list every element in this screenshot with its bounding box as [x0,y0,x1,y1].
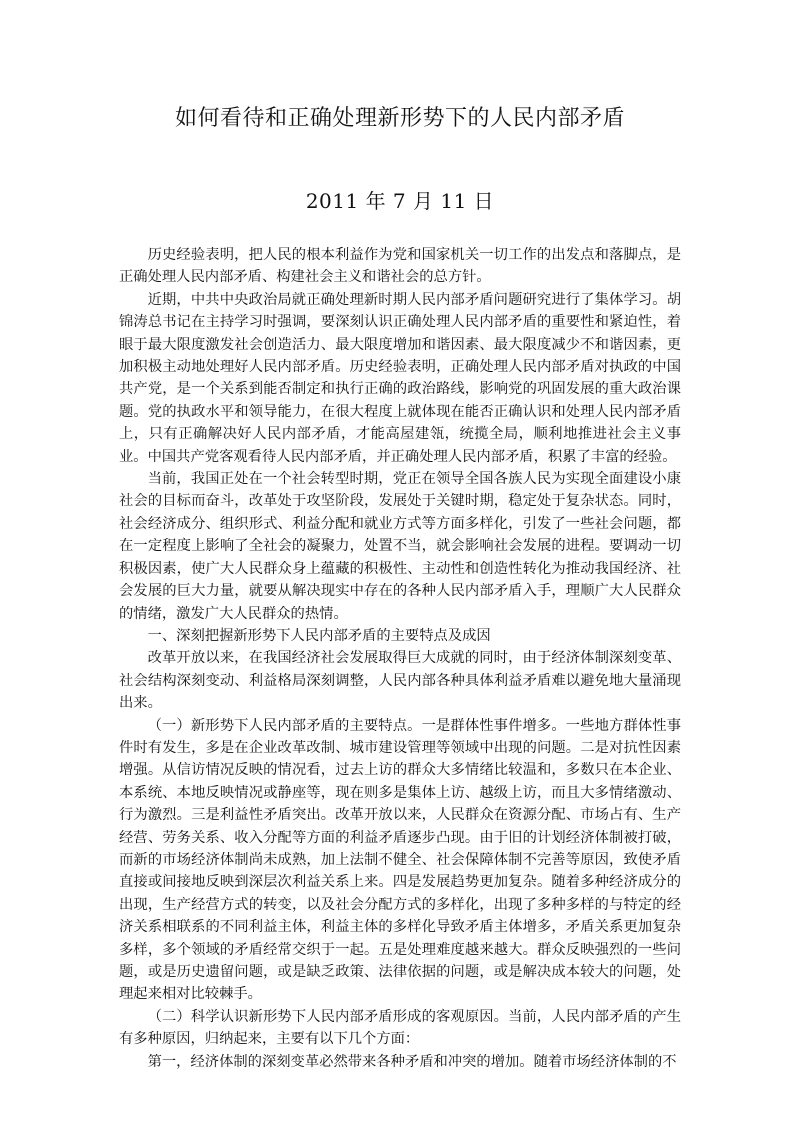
document-body [119,244,681,1073]
paragraph: 近期，中共中央政治局就正确处理新时期人民内部矛盾问题研究进行了集体学习。胡锦涛总书记在主持学习时强调，要深刻认识正确处理人民内部矛盾的重要性和紧迫性，着眼于最大限度激发社会创造活力、最大限度增加和谐因素、最大限度减少不和谐因素，更加积极主动地处理好人民内部矛盾。历史经验表明，正确处理人民内部矛盾对执政的中国共产党，是一个关系到能否制定和执行正确的政治路线，影响党的巩固发展的重大政治课题。党的执政水平和领导能力，在很大程度上就体现在能否正确认识和处理人民内部矛盾上，只有正确解决好人民内部矛盾，才能高屋建瓴，统揽全局，顺利地推进社会主义事业。中国共产党客观看待人民内部矛盾，并正确处理人民内部矛盾，积累了丰富的经验。 [119,291,681,465]
section-heading: 一、深刻把握新形势下人民内部矛盾的主要特点及成因 [147,627,491,644]
paragraph: （二）科学认识新形势下人民内部矛盾形成的客观原因。当前，人民内部矛盾的产生有多种原因，归纳起来，主要有以下几个方面： [119,1008,681,1048]
document-date: 2011 年 7 月 11 日 [305,189,495,213]
paragraph: 历史经验表明，把人民的根本利益作为党和国家机关一切工作的出发点和落脚点，是正确处理人民内部矛盾、构建社会主义和谐社会的总方针。 [119,247,681,286]
paragraph: 第一，经济体制的深刻变革必然带来各种矛盾和冲突的增加。随着市场经济体制的不 [147,1053,677,1070]
paragraph: （一）新形势下人民内部矛盾的主要特点。一是群体性事件增多。一些地方群体性事件时有发生，多是在企业改革改制、城市建设管理等领域中出现的问题。二是对抗性因素增强。从信访情况反映的情况看，过去上访的群众大多情绪比较温和，多数只在本企业、本系统、本地反映情况或静座等，现在则多是集体上访、越级上访，而且大多情绪激动、行为激烈。三是利益性矛盾突出。改革开放以来，人民群众在资源分配、市场占有、生产经营、劳务关系、收入分配等方面的利益矛盾逐步凸现。由于旧的计划经济体制被打破，而新的市场经济体制尚未成熟，加上法制不健全、社会保障体制不完善等原因，致使矛盾直接或间接地反映到深层次利益关系上来。四是发展趋势更加复杂。随着多种经济成分的出现，生产经营方式的转变，以及社会分配方式的多样化，出现了多种多样的与特定的经济关系相联系的不同利益主体，利益主体的多样化导致矛盾主体增多，矛盾关系更加复杂多样，多个领域的矛盾经常交织于一起。五是处理难度越来越大。群众反映强烈的一些问题，或是历史遗留问题，或是缺乏政策、法律依据的问题，或是解决成本较大的问题，处理起来相对比较棘手。 [119,717,681,1003]
paragraph: 当前，我国正处在一个社会转型时期，党正在领导全国各族人民为实现全面建设小康社会的目标而奋斗，改革处于攻坚阶段，发展处于关键时期，稳定处于复杂状态。同时，社会经济成分、组织形式、利益分配和就业方式等方面多样化，引发了一些社会问题，都在一定程度上影响了全社会的凝聚力，处置不当，就会影响社会发展的进程。要调动一切积极因素，使广大人民群众身上蕴藏的积极性、主动性和创造性转化为推动我国经济、社会发展的巨大力量，就要从解决现实中存在的各种人民内部矛盾入手，理顺广大人民群众的情绪，激发广大人民群众的热情。 [119,471,681,622]
document-title: 如何看待和正确处理新形势下的人民内部矛盾 [174,106,625,131]
paragraph: 改革开放以来，在我国经济社会发展取得巨大成就的同时，由于经济体制深刻变革、社会结构深刻变动、利益格局深刻调整，人民内部各种具体利益矛盾难以避免地大量涌现出来。 [119,650,681,712]
